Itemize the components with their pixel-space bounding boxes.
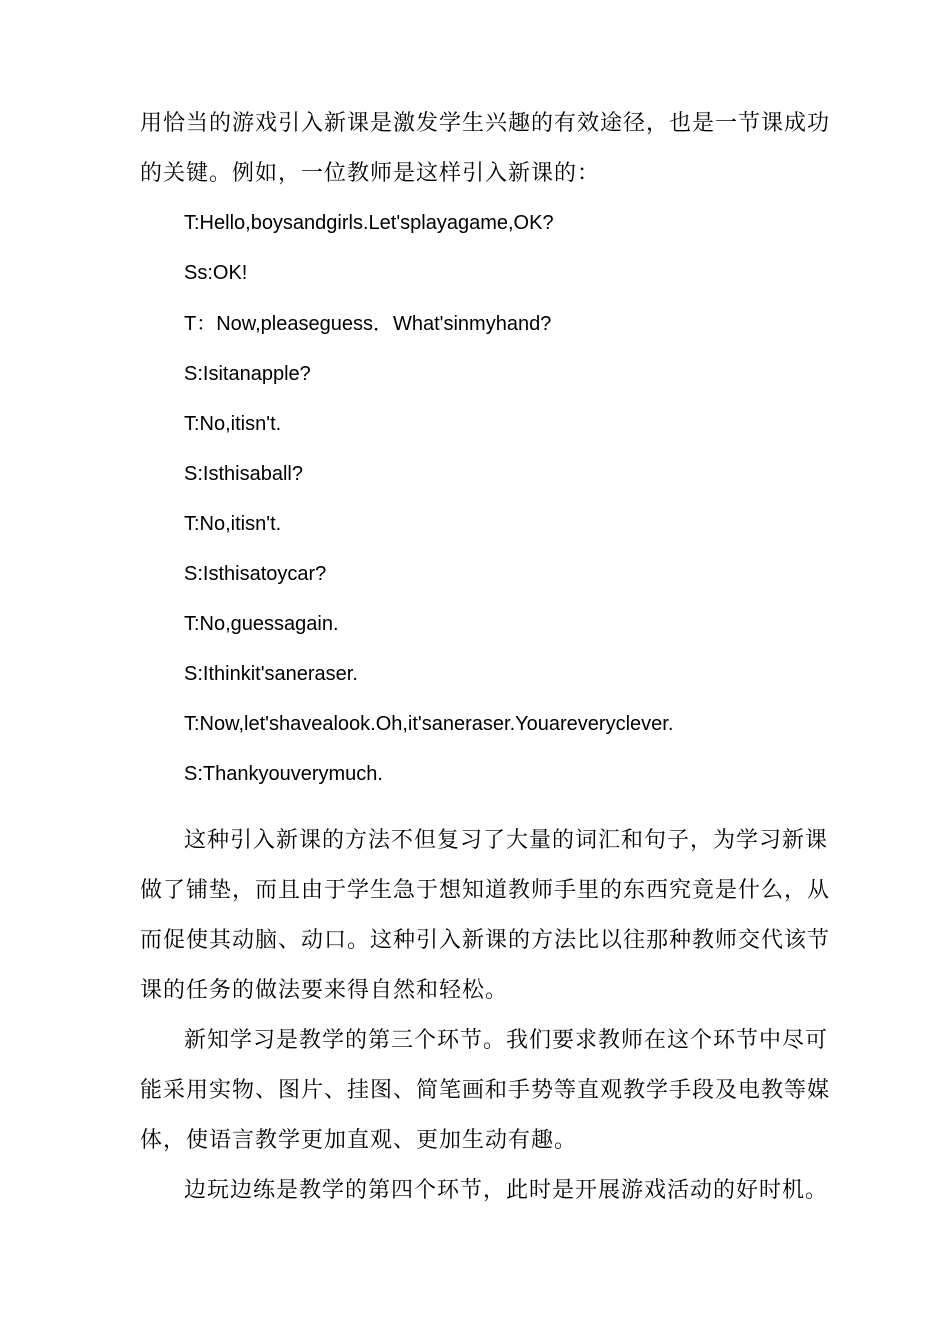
- para2-line-1: 新知学习是教学的第三个环节。我们要求教师在这个环节中尽可: [184, 1028, 829, 1053]
- para3-line-1: 边玩边练是教学的第四个环节，此时是开展游戏活动的好时机。: [184, 1178, 829, 1203]
- para1-line-4: 课的任务的做法要来得自然和轻松。: [140, 978, 509, 1003]
- para2-line-3: 体，使语言教学更加直观、更加生动有趣。: [140, 1128, 578, 1153]
- dialogue-line: S:Thankyouverymuch.: [184, 763, 383, 785]
- intro-line-2: 的关键。例如，一位教师是这样引入新课的：: [140, 161, 601, 186]
- dialogue-line: S:Isitanapple?: [184, 363, 311, 385]
- para1-line-1: 这种引入新课的方法不但复习了大量的词汇和句子，为学习新课: [184, 828, 829, 853]
- para2-line-2: 能采用实物、图片、挂图、简笔画和手势等直观教学手段及电教等媒: [140, 1078, 831, 1103]
- dialogue-line: T:Now,let'shavealook.Oh,it'saneraser.Youareveryclever.: [184, 713, 674, 735]
- intro-line-1: 用恰当的游戏引入新课是激发学生兴趣的有效途径，也是一节课成功: [140, 111, 831, 136]
- dialogue-line: T:No,itisn't.: [184, 413, 282, 435]
- para1-line-2: 做了铺垫，而且由于学生急于想知道教师手里的东西究竟是什么，从: [140, 878, 831, 903]
- dialogue-line: T:Hello,boysandgirls.Let'splayagame,OK?: [184, 212, 554, 234]
- dialogue-line: S:Isthisatoycar?: [184, 563, 327, 585]
- dialogue-line: T：Now,pleaseguess．What'sinmyhand?: [184, 313, 552, 335]
- para1-line-3: 而促使其动脑、动口。这种引入新课的方法比以往那种教师交代该节: [140, 928, 831, 953]
- dialogue-line: Ss:OK!: [184, 262, 248, 284]
- dialogue-line: S:Isthisaball?: [184, 463, 303, 485]
- dialogue-line: S:Ithinkit'saneraser.: [184, 663, 358, 685]
- dialogue-line: T:No,guessagain.: [184, 613, 339, 635]
- dialogue-line: T:No,itisn't.: [184, 513, 282, 535]
